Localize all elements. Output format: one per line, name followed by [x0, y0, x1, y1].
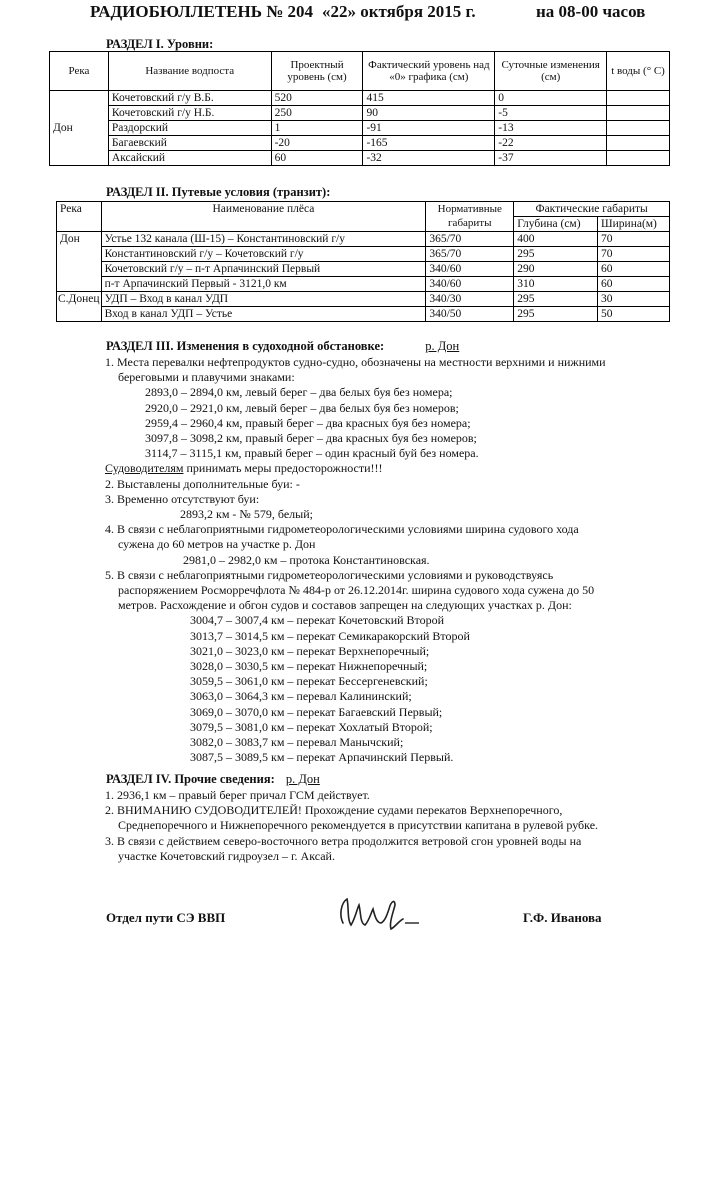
text-line: 3021,0 – 3023,0 км – перекат Верхнепоречный;	[190, 643, 430, 658]
value-cell: -20	[271, 136, 363, 151]
value-cell: 400	[514, 232, 598, 247]
text-line: 2893,0 – 2894,0 км, левый берег – два белых буя без номера;	[145, 385, 453, 400]
route-table	[56, 201, 670, 322]
value-cell: 340/50	[426, 307, 514, 322]
stretch-cell: Константиновский г/у – Кочетовский г/у	[101, 247, 426, 262]
value-cell: 60	[598, 277, 670, 292]
section-3-body	[105, 355, 665, 765]
value-cell: 295	[514, 292, 598, 307]
stretch-cell: Кочетовский г/у – п-т Арпачинский Первый	[101, 262, 426, 277]
value-cell: -37	[495, 151, 607, 166]
text-line: 3028,0 – 3030,5 км – перекат Нижнепоречный;	[190, 659, 428, 674]
stretch-cell: п-т Арпачинский Первый - 3121,0 км	[101, 277, 426, 292]
value-cell: 365/70	[426, 232, 514, 247]
col-header-river: Река	[57, 202, 102, 232]
text-line: береговыми и плавучими знаками:	[118, 370, 295, 385]
text-line: 3059,5 – 3061,0 км – перекат Бессергеневский;	[190, 674, 428, 689]
text-line: 2893,2 км - № 579, белый;	[180, 507, 313, 522]
levels-table	[49, 51, 670, 166]
value-cell: 290	[514, 262, 598, 277]
col-header-water-temp: t воды (° С)	[607, 52, 670, 91]
value-cell: 90	[363, 106, 495, 121]
value-cell: 50	[598, 307, 670, 322]
signatory-name: Г.Ф. Иванова	[523, 910, 602, 925]
value-cell	[607, 136, 670, 151]
value-cell: -22	[495, 136, 607, 151]
station-cell: Кочетовский г/у В.Б.	[108, 91, 271, 106]
station-cell: Аксайский	[108, 151, 271, 166]
text-line: 2920,0 – 2921,0 км, левый берег – два белых буя без номеров;	[145, 400, 459, 415]
col-header-depth: Глубина (см)	[514, 217, 598, 232]
table-row	[57, 277, 670, 292]
table-row	[57, 307, 670, 322]
value-cell: 30	[598, 292, 670, 307]
bulletin-title: РАДИОБЮЛЛЕТЕНЬ № 204	[90, 2, 314, 21]
text-line: 3013,7 – 3014,5 км – перекат Семикаракорский Второй	[190, 628, 470, 643]
value-cell: 70	[598, 247, 670, 262]
section-4-body	[105, 788, 665, 864]
value-cell: -165	[363, 136, 495, 151]
warning-text: принимать меры предосторожности!!!	[183, 461, 383, 476]
value-cell: 295	[514, 307, 598, 322]
value-cell	[607, 121, 670, 136]
col-header-daily-change: Суточные изменения (см)	[495, 52, 607, 91]
station-cell: Раздорский	[108, 121, 271, 136]
river-cell: Дон	[50, 91, 109, 166]
value-cell: -5	[495, 106, 607, 121]
department-label: Отдел пути СЭ ВВП	[106, 910, 226, 925]
bulletin-date: «22» октября 2015 г.	[322, 2, 476, 21]
text-line: 3097,8 – 3098,2 км, правый берег – два красных буя без номеров;	[145, 431, 477, 446]
text-line: 3004,7 – 3007,4 км – перекат Кочетовский Второй	[190, 613, 445, 628]
table-row	[57, 292, 670, 307]
value-cell: 295	[514, 247, 598, 262]
value-cell: 310	[514, 277, 598, 292]
table-row	[50, 106, 670, 121]
col-header-actual-level: Фактический уровень над «0» графика (см)	[363, 52, 495, 91]
table-row	[50, 121, 670, 136]
text-line: 2959,4 – 2960,4 км, правый берег – два красных буя без номера;	[145, 415, 471, 430]
river-cell: С.Донец	[57, 292, 102, 322]
value-cell: 520	[271, 91, 363, 106]
signature-image	[333, 893, 433, 937]
section-2-title: РАЗДЕЛ II. Путевые условия (транзит):	[106, 185, 331, 199]
text-line: 2981,0 – 2982,0 км – протока Константиновская.	[183, 552, 430, 567]
river-cell: Дон	[57, 232, 102, 292]
text-line: 3087,5 – 3089,5 км – перекат Арпачинский Первый.	[190, 750, 454, 765]
value-cell: -13	[495, 121, 607, 136]
table-row	[57, 232, 670, 247]
col-header-stretch: Наименование плёса	[101, 202, 426, 232]
table-row	[50, 91, 670, 106]
col-header-actual: Фактические габариты	[514, 202, 670, 217]
text-line: 1. 2936,1 км – правый берег причал ГСМ действует.	[105, 788, 370, 802]
value-cell: 1	[271, 121, 363, 136]
section-4-title: РАЗДЕЛ IV. Прочие сведения:	[106, 772, 275, 786]
table-row	[50, 136, 670, 151]
table-row	[57, 247, 670, 262]
text-line: метров. Расхождение и обгон судов и составов запрещен на следующих участках р. Дон:	[118, 598, 572, 613]
col-header-design-level: Проектный уровень (см)	[271, 52, 363, 91]
value-cell: -32	[363, 151, 495, 166]
warning-line	[105, 461, 665, 476]
text-line: 3069,0 – 3070,0 км – перекат Багаевский Первый;	[190, 704, 443, 719]
text-line: 3. Временно отсутствуют буи:	[105, 491, 260, 506]
warning-word: Судоводителям	[105, 461, 184, 476]
value-cell	[607, 106, 670, 121]
value-cell: 60	[271, 151, 363, 166]
bulletin-time: на 08-00 часов	[536, 2, 646, 21]
text-line: Среднепоречного и Нижнепоречного рекомендуется в присутствии капитана в рулевой рубке.	[118, 818, 599, 833]
col-header-river: Река	[50, 52, 109, 91]
text-line: 3114,7 – 3115,1 км, правый берег – один красный буй без номера.	[145, 446, 479, 461]
text-line: 1. Места перевалки нефтепродуктов судно-судно, обозначены на местности верхними и нижними	[105, 355, 606, 369]
text-line: 5. В связи с неблагоприятными гидрометеорологическими условиями и руководствуясь	[105, 567, 554, 582]
section-4-river: р. Дон	[285, 772, 320, 786]
section-3-title: РАЗДЕЛ III. Изменения в судоходной обстановке:	[106, 339, 385, 353]
value-cell: 0	[495, 91, 607, 106]
value-cell: 250	[271, 106, 363, 121]
value-cell: 415	[363, 91, 495, 106]
text-line: 3079,5 – 3081,0 км – перекат Хохлатый Второй;	[190, 719, 433, 734]
section-3-heading	[106, 339, 459, 354]
value-cell: 70	[598, 232, 670, 247]
value-cell: 365/70	[426, 247, 514, 262]
stretch-cell: Устье 132 канала (Ш-15) – Константиновский г/у	[101, 232, 426, 247]
value-cell	[607, 91, 670, 106]
text-line: участке Кочетовский гидроузел – г. Аксай.	[118, 848, 335, 863]
col-header-width: Ширина(м)	[598, 217, 670, 232]
text-line: распоряжением Росморречфлота № 484-р от 26.12.2014г. ширина судового хода сужена до 50	[118, 583, 595, 598]
col-header-station: Название водпоста	[108, 52, 271, 91]
value-cell: 340/60	[426, 277, 514, 292]
stretch-cell: Вход в канал УДП – Устье	[101, 307, 426, 322]
text-line: сужена до 60 метров на участке р. Дон	[118, 537, 316, 552]
text-line: 3. В связи с действием северо-восточного ветра продолжится ветровой сгон уровней воды на	[105, 833, 582, 848]
value-cell: -91	[363, 121, 495, 136]
value-cell: 60	[598, 262, 670, 277]
col-header-norm: Нормативные габариты	[426, 202, 514, 232]
station-cell: Багаевский	[108, 136, 271, 151]
text-line: 4. В связи с неблагоприятными гидрометеорологическими условиями ширина судового хода	[105, 522, 579, 537]
table-row	[57, 262, 670, 277]
table-row	[50, 151, 670, 166]
value-cell: 340/60	[426, 262, 514, 277]
section-3-river: р. Дон	[425, 339, 460, 353]
station-cell: Кочетовский г/у Н.Б.	[108, 106, 271, 121]
stretch-cell: УДП – Вход в канал УДП	[101, 292, 426, 307]
text-line: 3063,0 – 3064,3 км – перевал Калининский;	[190, 689, 412, 704]
value-cell	[607, 151, 670, 166]
section-4-heading	[106, 772, 320, 787]
text-line: 2. ВНИМАНИЮ СУДОВОДИТЕЛЕЙ! Прохождение судами перекатов Верхнепоречного,	[105, 803, 563, 818]
text-line: 2. Выставлены дополнительные буи: -	[105, 476, 300, 491]
text-line: 3082,0 – 3083,7 км – перевал Манычский;	[190, 735, 404, 750]
value-cell: 340/30	[426, 292, 514, 307]
section-1-title: РАЗДЕЛ I. Уровни:	[106, 37, 214, 51]
